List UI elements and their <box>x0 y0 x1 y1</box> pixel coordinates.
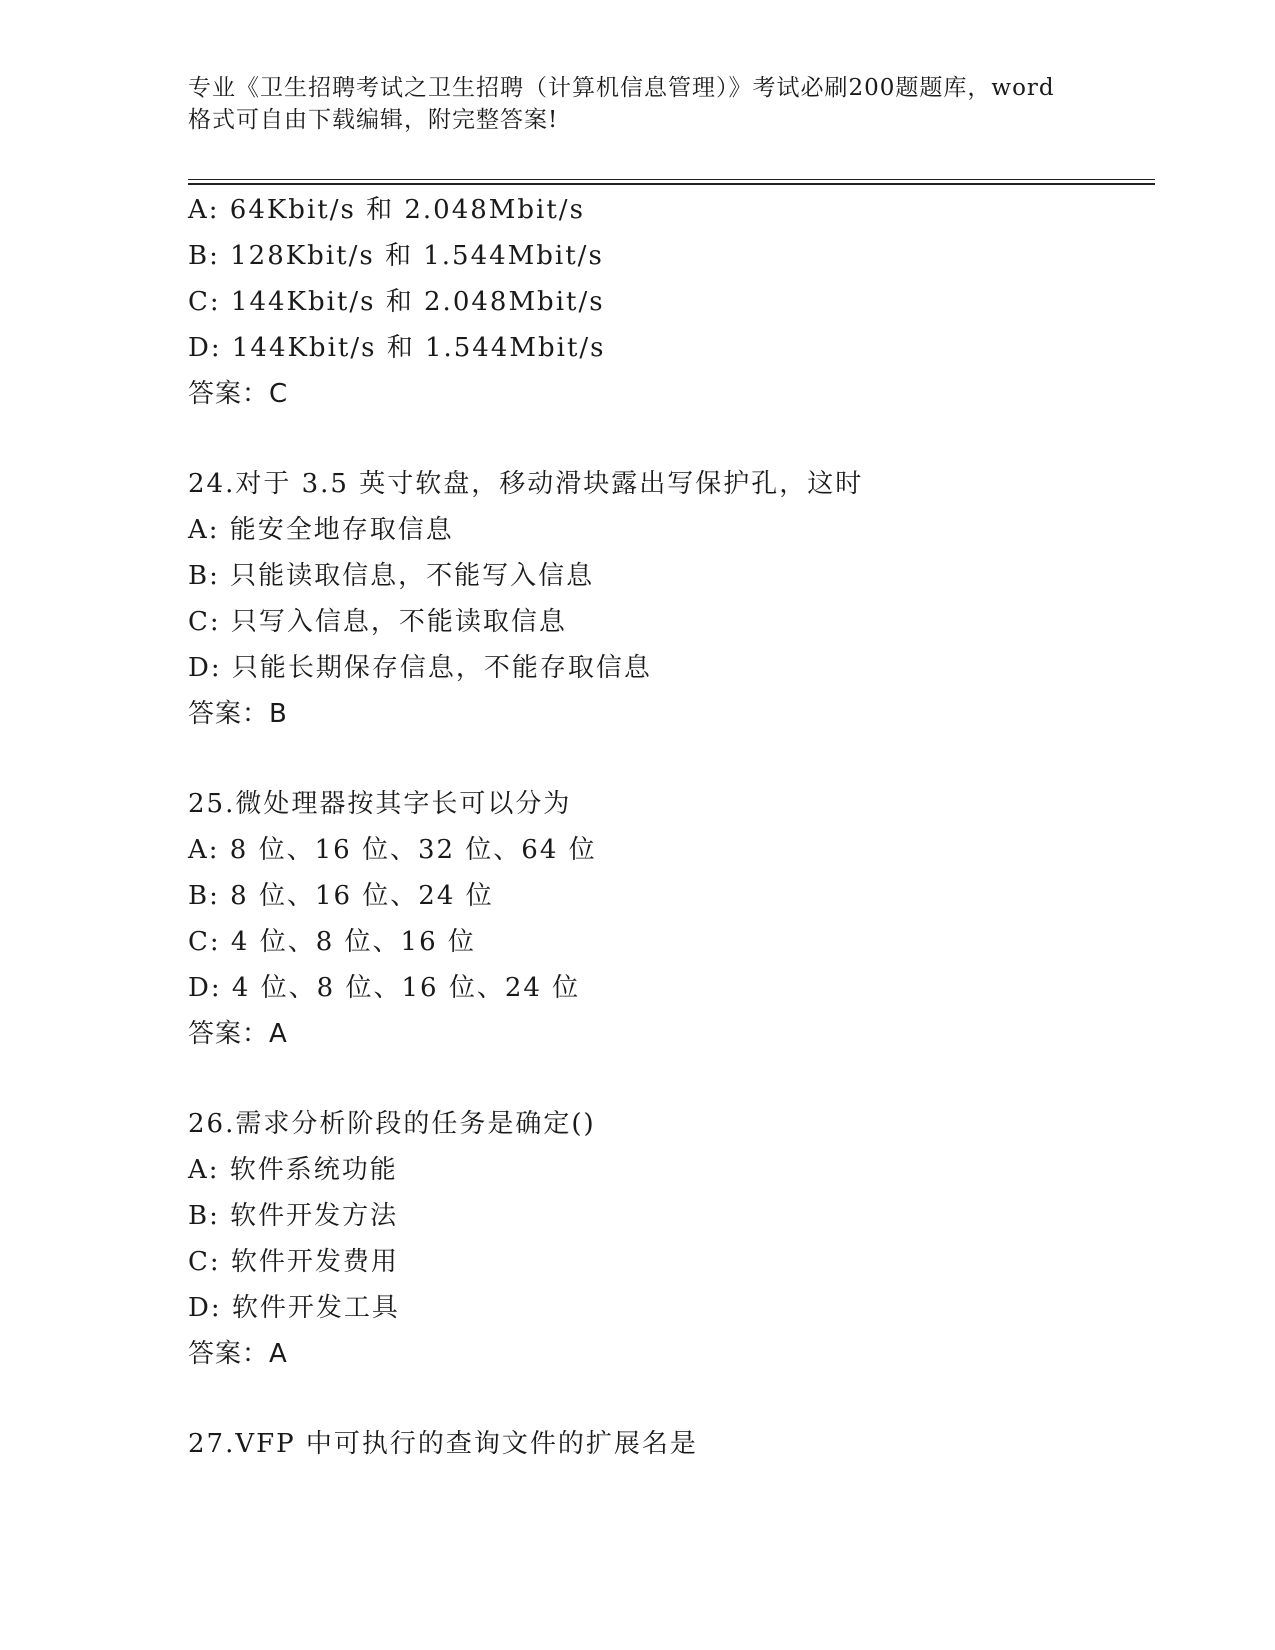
header-title-line-2: 格式可自由下载编辑，附完整答案! <box>188 107 559 133</box>
option-d: D: 4 位、8 位、16 位、24 位 <box>188 973 581 1003</box>
question-23 <box>188 187 1148 417</box>
spacer <box>188 1057 1148 1101</box>
question-stem: 26.需求分析阶段的任务是确定() <box>188 1109 596 1139</box>
question-list <box>188 187 1148 1467</box>
answer-line: 答案：A <box>188 1019 288 1049</box>
option-a: A: 64Kbit/s 和 2.048Mbit/s <box>188 195 585 225</box>
question-stem: 24.对于 3.5 英寸软盘，移动滑块露出写保护孔，这时 <box>188 469 864 499</box>
option-c: C: 144Kbit/s 和 2.048Mbit/s <box>188 287 605 317</box>
option-a: A: 8 位、16 位、32 位、64 位 <box>188 835 597 865</box>
header-divider-thick <box>188 183 1155 185</box>
option-c: C: 只写入信息，不能读取信息 <box>188 607 567 637</box>
question-stem: 27.VFP 中可执行的查询文件的扩展名是 <box>188 1429 698 1459</box>
document-header <box>188 72 1108 136</box>
question-26 <box>188 1101 1148 1377</box>
header-title-line-1: 专业《卫生招聘考试之卫生招聘（计算机信息管理）》考试必刷200题题库，word <box>188 75 1055 101</box>
answer-line: 答案：A <box>188 1339 288 1369</box>
answer-line: 答案：C <box>188 379 289 409</box>
spacer <box>188 737 1148 781</box>
option-b: B: 8 位、16 位、24 位 <box>188 881 494 911</box>
option-d: D: 144Kbit/s 和 1.544Mbit/s <box>188 333 606 363</box>
option-a: A: 软件系统功能 <box>188 1155 398 1185</box>
option-d: D: 软件开发工具 <box>188 1293 400 1323</box>
option-a: A: 能安全地存取信息 <box>188 515 454 545</box>
spacer <box>188 1377 1148 1421</box>
option-c: C: 4 位、8 位、16 位 <box>188 927 476 957</box>
question-27 <box>188 1421 1148 1467</box>
question-25 <box>188 781 1148 1057</box>
question-stem: 25.微处理器按其字长可以分为 <box>188 789 572 819</box>
header-divider-thin <box>188 179 1155 180</box>
option-b: B: 只能读取信息，不能写入信息 <box>188 561 595 591</box>
option-b: B: 128Kbit/s 和 1.544Mbit/s <box>188 241 604 271</box>
option-b: B: 软件开发方法 <box>188 1201 399 1231</box>
answer-line: 答案：B <box>188 699 288 729</box>
spacer <box>188 417 1148 461</box>
option-d: D: 只能长期保存信息，不能存取信息 <box>188 653 652 683</box>
question-24 <box>188 461 1148 737</box>
option-c: C: 软件开发费用 <box>188 1247 399 1277</box>
